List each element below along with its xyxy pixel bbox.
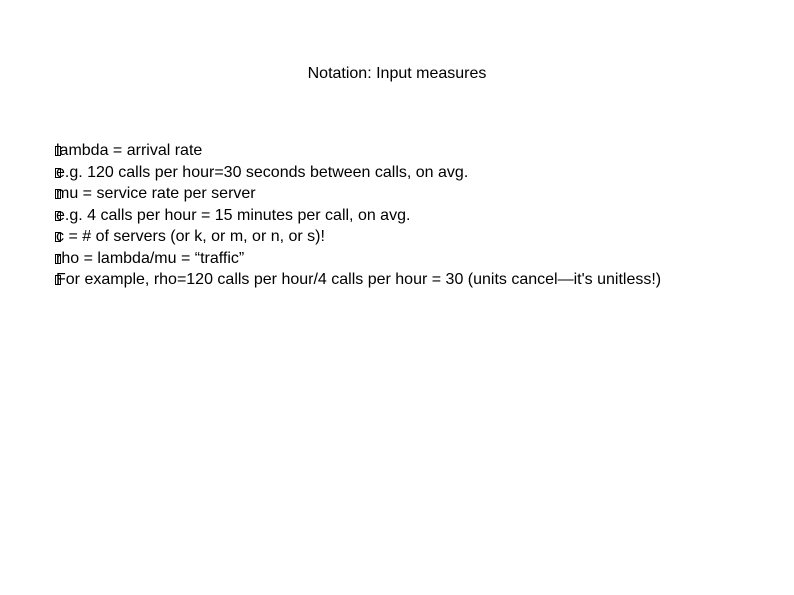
bullet-icon	[55, 146, 61, 156]
bullet-text: c = # of servers (or k, or m, or n, or s)!	[56, 228, 325, 245]
bullet-icon	[55, 168, 61, 178]
list-item	[56, 269, 661, 291]
bullet-text: lambda = arrival rate	[56, 142, 203, 159]
bullet-text: mu = service rate per server	[56, 185, 256, 202]
bullet-text: For example, rho=120 calls per hour/4 calls per hour = 30 (units cancel—it's unitless!)	[56, 271, 662, 288]
bullet-text: e.g. 4 calls per hour = 15 minutes per call, on avg.	[56, 206, 411, 224]
list-item	[56, 183, 661, 205]
list-item	[56, 248, 661, 270]
bullet-list	[56, 140, 661, 291]
bullet-icon	[55, 254, 61, 264]
bullet-icon	[55, 211, 61, 221]
bullet-text: e.g. 120 calls per hour=30 seconds between calls, on avg.	[56, 163, 469, 181]
bullet-icon	[55, 189, 61, 199]
bullet-text: rho = lambda/mu = “traffic”	[56, 249, 245, 267]
page-title: Notation: Input measures	[307, 65, 487, 82]
list-item	[56, 226, 661, 248]
bullet-icon	[55, 232, 61, 242]
list-item	[56, 205, 661, 227]
list-item	[56, 140, 661, 162]
list-item	[56, 162, 661, 184]
bullet-icon	[55, 275, 61, 285]
